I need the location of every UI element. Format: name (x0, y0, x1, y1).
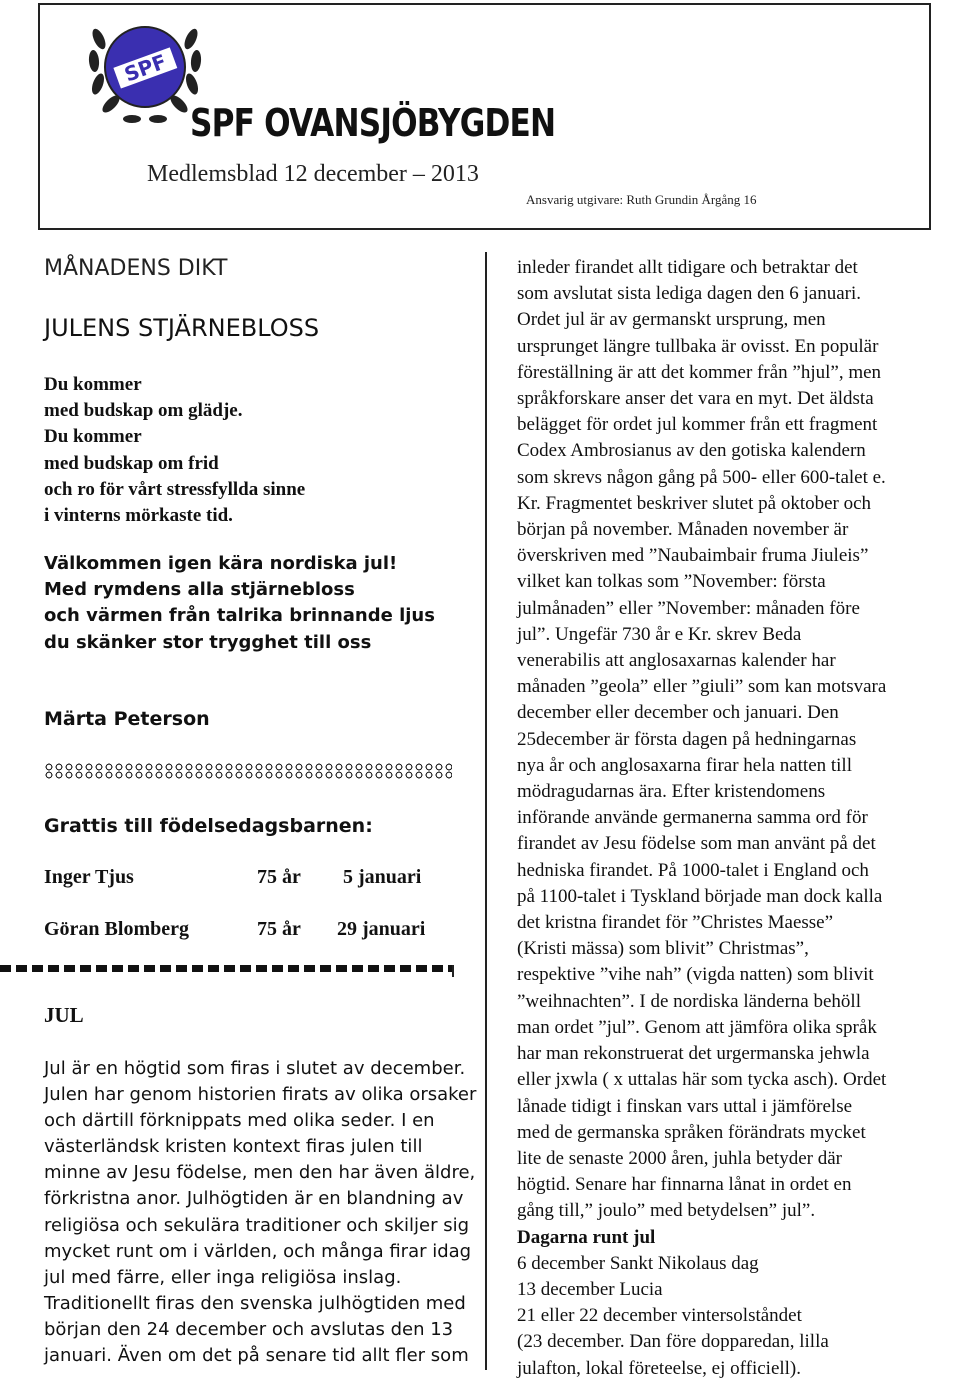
column-divider (485, 252, 487, 1370)
poem-stanza-1 (44, 372, 305, 529)
poem-line: Du kommer (44, 426, 142, 448)
article-line: Jul är en högtid som firas i slutet av december. (44, 1058, 466, 1079)
article-line: minne av Jesu födelse, men den har även äldre, (44, 1162, 476, 1184)
birthday-date: 29 januari (337, 918, 426, 940)
article-line: julmånaden” eller ”November: månaden före (517, 597, 860, 619)
article-line: Kr. Fragmentet beskriver slutet på oktober och (517, 492, 872, 514)
article-line: jul med färre, eller inga religiösa inslag. (44, 1266, 402, 1288)
article-line: jul”. Ungefär 730 år e Kr. skrev Beda (517, 623, 802, 645)
publisher-line: Ansvarig utgivare: Ruth Grundin Årgång 16 (526, 192, 757, 207)
poem-line: Du kommer (44, 374, 142, 395)
masthead (38, 3, 931, 230)
article-line: man ordet ”jul”. Genom att jämföra olika språk (517, 1016, 877, 1038)
date-item: (23 december. Dan före dopparedan, lilla (517, 1331, 829, 1353)
article-line: Codex Ambrosianus av den gotiska kalendern (517, 440, 866, 462)
article-line: på 1100-talet i Tyskland började man dock kalla (517, 885, 883, 907)
article-line: införande använde germanerna samma ord för (517, 807, 868, 829)
article-line: inleder firandet allt tidigare och betraktar det (517, 257, 858, 278)
article-line: har man rekonstruerat det urgermanska jehwla (517, 1043, 870, 1065)
poem-author: Märta Peterson (44, 708, 210, 730)
jul-heading: JUL (44, 1003, 84, 1027)
poem-title: JULENS STJÄRNEBLOSS (44, 314, 320, 342)
article-line: som avslutat sista lediga dagen den 6 januari. (517, 283, 862, 305)
ornamental-divider (44, 763, 452, 779)
section-label: MÅNADENS DIKT (44, 256, 228, 281)
article-line: lite de senaste 2000 åren, juhla betyder där (517, 1147, 842, 1169)
issue-title: Medlemsblad 12 december – 2013 (147, 161, 479, 187)
birthday-name: Inger Tjus (44, 866, 134, 888)
article-line: venerabilis att anglosaxarnas kalender har (517, 650, 836, 672)
article-line: Ordet jul är av germanskt ursprung, men (517, 309, 826, 331)
birthday-heading: Grattis till födelsedagsbarnen: (44, 815, 373, 837)
article-line: eller jxwla ( x uttalas här som tycka asch). Ordet (517, 1069, 887, 1091)
svg-text:SPF: SPF (121, 49, 170, 87)
article-line: religiösa och sekulära traditioner och skiljer sig (44, 1214, 470, 1236)
birthday-date: 5 januari (343, 866, 422, 888)
jul-article-left (44, 1056, 476, 1369)
article-line: Traditionellt firas den svenska julhögtiden med (44, 1292, 466, 1314)
article-line: gång till,” joulo” med betydelsen” jul”. (517, 1200, 816, 1222)
article-line: ursprunget längre tullbaka är ovisst. En populär (517, 335, 879, 357)
article-line: nya år och anglosaxarna firar hela natten till (517, 754, 852, 776)
dates-heading: Dagarna runt jul (517, 1226, 656, 1248)
poem-line: i vinterns mörkaste tid. (44, 505, 233, 527)
divider-end (452, 965, 454, 977)
poem-line: med budskap om frid (44, 452, 219, 474)
poem-line: och ro för vårt stressfyllda sinne (44, 478, 306, 500)
article-line: respektive ”vihe nah” (vigda natten) som blivit (517, 964, 874, 986)
article-line: förkristna anor. Julhögtiden är en blandning av (44, 1188, 464, 1210)
article-line: med de germanska språken förändrats mycket (517, 1121, 866, 1143)
article-line: som skrevs någon gång på 500- eller 600-talet e. (517, 466, 886, 488)
article-line: och därtill förknippats med olika seder. I en (44, 1110, 435, 1132)
article-line: västerländsk kristen kontext firas julen till (44, 1136, 423, 1158)
article-line: lånade tidigt i finskan vars uttal i jämförelse (517, 1095, 853, 1117)
poem-stanza-2 (44, 551, 435, 656)
poem-line: Välkommen igen kära nordiska jul! (44, 553, 398, 574)
article-line: (Kristi mässa) som blivit” Christmas”, (517, 938, 809, 960)
dashed-divider (0, 965, 452, 972)
article-line: början den 24 december och avslutas den 13 (44, 1318, 454, 1340)
poem-line: Med rymdens alla stjärnebloss (44, 579, 355, 601)
article-line: hedniska firandet. På 1000-talet i England och (517, 859, 869, 881)
article-line: månaden ”geola” eller ”giuli” som kan motsvara (517, 676, 887, 698)
birthday-age: 75 år (257, 918, 301, 940)
article-line: vilket kan tolkas som ”November: första (517, 571, 826, 593)
article-line: mödragudarnas ära. Efter kristendomens (517, 781, 826, 803)
date-item: 13 december Lucia (517, 1278, 663, 1300)
article-line: högtid. Senare har finnarna lånat in ordet en (517, 1174, 852, 1196)
date-item: 6 december Sankt Nikolaus dag (517, 1252, 759, 1274)
article-line: mycket runt om i världen, och många firar idag (44, 1240, 472, 1262)
article-line: föreställning är att det kommer från ”hjul”, men (517, 361, 882, 383)
article-line: belägget för ordet jul kommer från ett fragment (517, 414, 878, 436)
article-line: december eller december och januari. Den (517, 702, 839, 724)
date-item: 21 eller 22 december vintersolståndet (517, 1305, 802, 1327)
article-line: det kristna firandet för ”Christes Maesse” (517, 912, 834, 934)
birthday-name: Göran Blomberg (44, 918, 189, 940)
poem-line: och värmen från talrika brinnande ljus (44, 605, 435, 627)
poem-line: du skänker stor trygghet till oss (44, 631, 372, 653)
poem-line: med budskap om glädje. (44, 400, 243, 422)
birthday-age: 75 år (257, 866, 301, 888)
article-line: ”weihnachten”. I de nordiska länderna behöll (517, 990, 861, 1012)
spf-logo (85, 9, 205, 129)
organization-name: SPF OVANSJÖBYGDEN (190, 101, 556, 145)
jul-article-right (517, 255, 886, 1382)
article-line: språkforskare anser det vara en myt. Det äldsta (517, 388, 874, 410)
date-item: julafton, lokal företeelse, ej officiell). (517, 1357, 802, 1379)
article-line: överskriven med ”Naubaimbair fruma Jiuleis” (517, 545, 869, 567)
article-line: 25december är första dagen på hedningarnas (517, 728, 857, 750)
article-line: firandet av Jesu födelse som man använt på det (517, 833, 876, 855)
article-line: Julen har genom historien firats av olika orsaker (44, 1084, 477, 1106)
article-line: januari. Även om det på senare tid allt fler som (44, 1345, 469, 1367)
article-line: början på november. Månaden november är (517, 519, 849, 541)
